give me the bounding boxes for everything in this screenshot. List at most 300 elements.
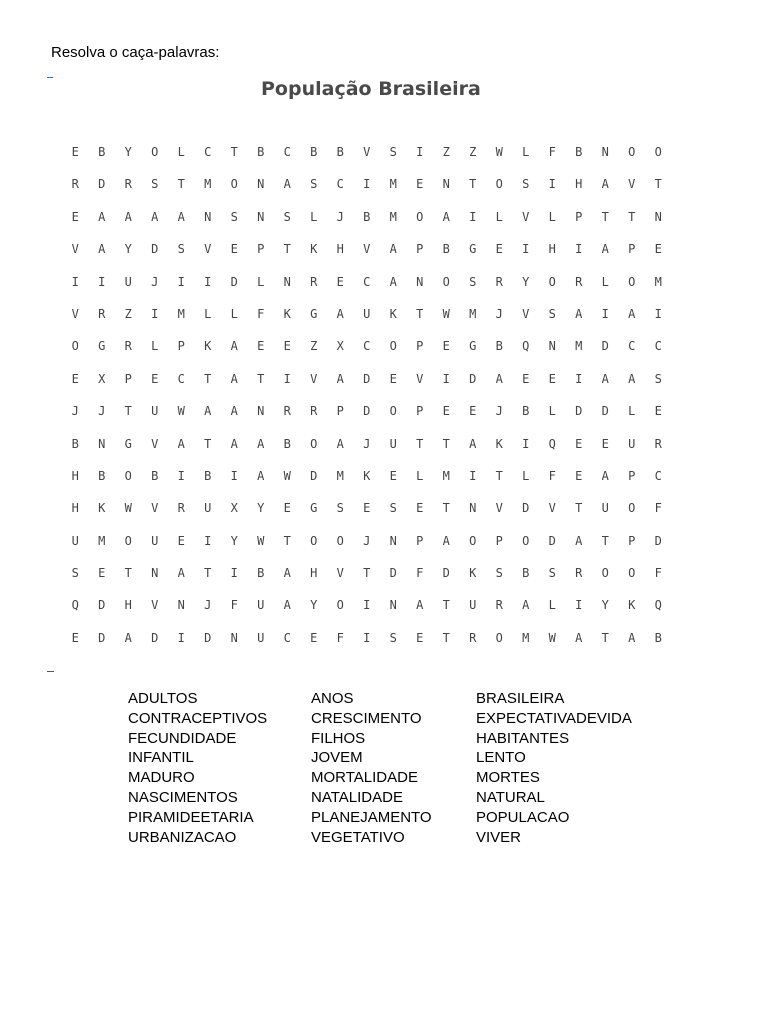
- grid-letter: R: [71, 177, 79, 192]
- grid-letter: O: [654, 145, 662, 159]
- grid-letter: E: [98, 566, 106, 581]
- grid-letter: M: [654, 274, 662, 289]
- grid-letter: Y: [257, 501, 265, 516]
- grid-letter: U: [204, 501, 212, 516]
- grid-letter: T: [363, 566, 371, 581]
- grid-letter: P: [575, 209, 583, 224]
- grid-letter: S: [151, 177, 159, 192]
- grid-letter: A: [601, 371, 609, 386]
- grid-letter: F: [336, 630, 344, 645]
- grid-letter: T: [601, 209, 609, 224]
- grid-letter: E: [654, 404, 662, 419]
- grid-letter: A: [177, 436, 185, 451]
- grid-letter: S: [469, 274, 477, 289]
- grid-letter: L: [204, 306, 212, 321]
- grid-letter: V: [522, 209, 530, 224]
- grid-letter: G: [310, 306, 318, 321]
- grid-letter: Y: [601, 598, 609, 613]
- grid-letter: B: [204, 468, 212, 483]
- grid-letter: V: [151, 501, 159, 516]
- grid-letter: N: [442, 177, 450, 192]
- grid-letter: E: [71, 371, 79, 386]
- grid-letter: O: [522, 533, 530, 548]
- grid-letter: B: [363, 209, 371, 224]
- grid-letter: R: [495, 274, 503, 289]
- grid-letter: I: [575, 598, 583, 613]
- grid-letter: F: [230, 598, 238, 613]
- grid-letter: K: [628, 598, 636, 613]
- grid-letter: B: [310, 145, 318, 159]
- grid-letter: E: [416, 177, 424, 192]
- grid-letter: L: [628, 404, 636, 419]
- grid-letter: P: [416, 404, 424, 419]
- grid-letter: E: [575, 468, 583, 483]
- word-item: CONTRACEPTIVOS: [128, 709, 268, 727]
- grid-letter: T: [204, 371, 212, 386]
- grid-letter: V: [522, 306, 530, 321]
- grid-letter: C: [363, 274, 371, 289]
- grid-letter: U: [257, 630, 265, 645]
- grid-letter: A: [283, 598, 291, 613]
- grid-letter: A: [601, 242, 609, 257]
- word-item: LENTO: [476, 749, 526, 767]
- grid-letter: S: [389, 501, 397, 516]
- grid-letter: Y: [230, 533, 238, 548]
- grid-letter: T: [416, 306, 424, 321]
- grid-letter: L: [416, 468, 424, 483]
- grid-letter: D: [601, 339, 609, 354]
- grid-letter: U: [124, 274, 132, 289]
- grid-letter: A: [124, 630, 132, 645]
- grid-letter: O: [548, 274, 556, 289]
- word-item: NATALIDADE: [311, 788, 403, 806]
- grid-letter: R: [575, 274, 583, 289]
- hyperlink-mark: [47, 77, 53, 78]
- grid-letter: S: [71, 566, 79, 581]
- grid-letter: A: [230, 436, 238, 451]
- grid-letter: S: [522, 177, 530, 192]
- grid-letter: V: [363, 242, 371, 257]
- grid-letter: H: [310, 566, 318, 581]
- grid-letter: Q: [654, 598, 662, 613]
- grid-letter: M: [98, 533, 106, 548]
- grid-letter: R: [495, 598, 503, 613]
- grid-letter: O: [124, 468, 132, 483]
- grid-letter: S: [177, 242, 185, 257]
- word-item: HABITANTES: [476, 729, 570, 747]
- grid-letter: T: [654, 177, 662, 192]
- grid-letter: E: [283, 501, 291, 516]
- grid-letter: A: [575, 533, 583, 548]
- grid-letter: T: [442, 598, 450, 613]
- grid-letter: C: [177, 371, 185, 386]
- grid-letter: O: [416, 209, 424, 224]
- grid-letter: T: [204, 566, 212, 581]
- grid-letter: D: [98, 177, 106, 192]
- grid-letter: M: [389, 177, 397, 192]
- grid-letter: M: [177, 306, 185, 321]
- grid-letter: R: [283, 404, 291, 419]
- grid-letter: N: [416, 274, 424, 289]
- grid-letter: I: [363, 630, 371, 645]
- grid-letter: N: [257, 177, 265, 192]
- word-item: PIRAMIDEETARIA: [128, 808, 254, 826]
- grid-letter: O: [310, 533, 318, 548]
- grid-letter: R: [469, 630, 477, 645]
- grid-letter: T: [204, 436, 212, 451]
- grid-letter: I: [469, 209, 477, 224]
- grid-letter: X: [98, 371, 106, 386]
- grid-letter: N: [601, 145, 609, 159]
- grid-letter: U: [469, 598, 477, 613]
- grid-letter: E: [71, 630, 79, 645]
- grid-letter: L: [495, 209, 503, 224]
- grid-letter: F: [654, 566, 662, 581]
- grid-letter: W: [442, 306, 450, 321]
- grid-letter: S: [310, 177, 318, 192]
- word-item: ADULTOS: [128, 690, 198, 707]
- grid-letter: M: [336, 468, 344, 483]
- grid-letter: T: [495, 468, 503, 483]
- grid-letter: J: [495, 306, 503, 321]
- word-item: CRESCIMENTO: [311, 709, 422, 727]
- grid-letter: H: [71, 501, 79, 516]
- grid-letter: M: [204, 177, 212, 192]
- word-item: URBANIZACAO: [128, 828, 237, 846]
- word-item: VIVER: [476, 828, 522, 846]
- grid-letter: N: [389, 533, 397, 548]
- grid-letter: A: [601, 468, 609, 483]
- grid-letter: V: [363, 145, 371, 159]
- grid-letter: D: [575, 404, 583, 419]
- grid-letter: J: [98, 404, 106, 419]
- grid-letter: J: [363, 533, 371, 548]
- grid-letter: A: [336, 306, 344, 321]
- grid-letter: P: [336, 404, 344, 419]
- grid-letter: O: [601, 566, 609, 581]
- grid-letter: L: [230, 306, 238, 321]
- grid-letter: I: [283, 371, 291, 386]
- grid-letter: O: [628, 274, 636, 289]
- grid-letter: D: [151, 630, 159, 645]
- grid-letter: X: [230, 501, 238, 516]
- word-item: FECUNDIDADE: [128, 729, 237, 747]
- grid-letter: O: [628, 566, 636, 581]
- grid-letter: N: [257, 209, 265, 224]
- grid-letter: L: [601, 274, 609, 289]
- grid-letter: K: [389, 306, 397, 321]
- grid-letter: P: [628, 468, 636, 483]
- grid-letter: B: [522, 566, 530, 581]
- grid-letter: A: [442, 533, 450, 548]
- grid-letter: A: [98, 209, 106, 224]
- grid-letter: O: [124, 533, 132, 548]
- grid-letter: I: [416, 145, 424, 159]
- grid-letter: F: [654, 501, 662, 516]
- grid-letter: N: [177, 598, 185, 613]
- grid-letter: K: [469, 566, 477, 581]
- grid-letter: A: [336, 436, 344, 451]
- grid-letter: V: [628, 177, 636, 192]
- grid-letter: B: [257, 145, 265, 159]
- grid-letter: G: [469, 339, 477, 354]
- grid-letter: P: [628, 533, 636, 548]
- grid-letter: T: [416, 436, 424, 451]
- grid-letter: C: [363, 339, 371, 354]
- grid-letter: E: [389, 371, 397, 386]
- grid-letter: O: [469, 533, 477, 548]
- word-item: MADURO: [128, 769, 195, 787]
- grid-letter: W: [548, 630, 556, 645]
- grid-letter: H: [336, 242, 344, 257]
- grid-letter: R: [124, 339, 132, 354]
- grid-letter: D: [204, 630, 212, 645]
- grid-letter: H: [548, 242, 556, 257]
- grid-letter: L: [151, 339, 159, 354]
- grid-letter: O: [230, 177, 238, 192]
- grid-letter: I: [151, 306, 159, 321]
- grid-letter: C: [283, 145, 291, 159]
- grid-letter: P: [416, 339, 424, 354]
- grid-letter: X: [336, 339, 344, 354]
- grid-letter: P: [416, 242, 424, 257]
- grid-letter: V: [71, 306, 79, 321]
- grid-letter: D: [389, 566, 397, 581]
- grid-letter: C: [283, 630, 291, 645]
- grid-letter: E: [283, 339, 291, 354]
- grid-letter: Q: [548, 436, 556, 451]
- grid-letter: B: [98, 145, 106, 159]
- grid-letter: B: [442, 242, 450, 257]
- grid-letter: D: [151, 242, 159, 257]
- grid-letter: E: [230, 242, 238, 257]
- grid-letter: T: [442, 630, 450, 645]
- grid-letter: N: [98, 436, 106, 451]
- grid-letter: E: [71, 145, 79, 159]
- grid-letter: R: [177, 501, 185, 516]
- grid-letter: K: [283, 306, 291, 321]
- grid-letter: I: [522, 436, 530, 451]
- grid-letter: C: [628, 339, 636, 354]
- grid-letter: A: [628, 371, 636, 386]
- grid-letter: I: [177, 468, 185, 483]
- grid-letter: R: [98, 306, 106, 321]
- grid-letter: L: [548, 598, 556, 613]
- grid-letter: S: [495, 566, 503, 581]
- grid-letter: T: [124, 566, 132, 581]
- word-item: MORTALIDADE: [311, 769, 418, 787]
- grid-letter: K: [495, 436, 503, 451]
- grid-letter: S: [548, 566, 556, 581]
- grid-letter: D: [310, 468, 318, 483]
- grid-letter: G: [310, 501, 318, 516]
- grid-letter: R: [124, 177, 132, 192]
- grid-letter: V: [151, 436, 159, 451]
- grid-letter: D: [363, 371, 371, 386]
- grid-letter: I: [442, 371, 450, 386]
- grid-letter: L: [548, 404, 556, 419]
- grid-letter: L: [522, 468, 530, 483]
- grid-letter: D: [98, 598, 106, 613]
- grid-letter: G: [98, 339, 106, 354]
- grid-letter: O: [495, 177, 503, 192]
- grid-letter: R: [575, 566, 583, 581]
- grid-letter: A: [124, 209, 132, 224]
- grid-letter: T: [628, 209, 636, 224]
- grid-letter: G: [124, 436, 132, 451]
- grid-letter: U: [363, 306, 371, 321]
- grid-letter: P: [124, 371, 132, 386]
- grid-letter: O: [336, 533, 344, 548]
- grid-letter: B: [151, 468, 159, 483]
- grid-letter: N: [230, 630, 238, 645]
- grid-letter: T: [601, 630, 609, 645]
- grid-letter: T: [283, 242, 291, 257]
- grid-letter: K: [204, 339, 212, 354]
- grid-letter: I: [177, 630, 185, 645]
- word-item: NASCIMENTOS: [128, 788, 238, 806]
- grid-letter: U: [257, 598, 265, 613]
- grid-letter: N: [389, 598, 397, 613]
- grid-letter: U: [601, 501, 609, 516]
- grid-letter: D: [98, 630, 106, 645]
- grid-letter: S: [548, 306, 556, 321]
- grid-letter: P: [416, 533, 424, 548]
- grid-letter: B: [575, 145, 583, 159]
- grid-letter: Z: [469, 145, 477, 159]
- grid-letter: A: [575, 630, 583, 645]
- grid-letter: C: [654, 339, 662, 354]
- grid-letter: W: [495, 145, 503, 159]
- grid-letter: K: [363, 468, 371, 483]
- grid-letter: I: [230, 566, 238, 581]
- grid-letter: S: [389, 145, 397, 159]
- grid-letter: A: [151, 209, 159, 224]
- grid-letter: T: [283, 533, 291, 548]
- grid-letter: P: [628, 242, 636, 257]
- grid-letter: N: [257, 404, 265, 419]
- grid-letter: J: [71, 404, 79, 419]
- grid-letter: A: [98, 242, 106, 257]
- grid-letter: M: [575, 339, 583, 354]
- grid-letter: Z: [124, 306, 132, 321]
- grid-letter: N: [469, 501, 477, 516]
- grid-letter: B: [495, 339, 503, 354]
- grid-letter: S: [336, 501, 344, 516]
- grid-letter: Z: [442, 145, 450, 159]
- grid-letter: E: [151, 371, 159, 386]
- grid-letter: E: [177, 533, 185, 548]
- grid-letter: S: [230, 209, 238, 224]
- word-item: PLANEJAMENTO: [311, 808, 432, 826]
- grid-letter: D: [522, 501, 530, 516]
- grid-letter: I: [548, 177, 556, 192]
- grid-letter: O: [389, 339, 397, 354]
- word-item: EXPECTATIVADEVIDA: [476, 709, 632, 727]
- grid-letter: K: [98, 501, 106, 516]
- word-item: JOVEM: [311, 749, 363, 767]
- grid-letter: I: [469, 468, 477, 483]
- grid-letter: Y: [522, 274, 530, 289]
- grid-letter: L: [177, 145, 185, 159]
- instruction-text: Resolva o caça-palavras:: [51, 44, 220, 61]
- grid-letter: A: [442, 209, 450, 224]
- grid-letter: I: [654, 306, 662, 321]
- word-item: MORTES: [476, 769, 540, 787]
- grid-letter: V: [204, 242, 212, 257]
- grid-letter: A: [230, 339, 238, 354]
- grid-letter: O: [336, 598, 344, 613]
- grid-letter: J: [151, 274, 159, 289]
- grid-letter: L: [310, 209, 318, 224]
- grid-letter: A: [177, 566, 185, 581]
- grid-letter: I: [71, 274, 79, 289]
- grid-letter: E: [336, 274, 344, 289]
- grid-letter: O: [151, 145, 159, 159]
- word-item: BRASILEIRA: [476, 690, 565, 707]
- grid-letter: V: [548, 501, 556, 516]
- grid-letter: U: [71, 533, 79, 548]
- grid-letter: U: [389, 436, 397, 451]
- grid-letter: T: [442, 501, 450, 516]
- grid-letter: U: [628, 436, 636, 451]
- grid-letter: F: [548, 145, 556, 159]
- grid-letter: A: [389, 242, 397, 257]
- grid-letter: J: [336, 209, 344, 224]
- grid-letter: R: [310, 404, 318, 419]
- grid-letter: A: [522, 598, 530, 613]
- grid-letter: N: [548, 339, 556, 354]
- grid-letter: T: [177, 177, 185, 192]
- grid-letter: E: [442, 404, 450, 419]
- grid-letter: Y: [124, 145, 132, 159]
- grid-letter: A: [257, 436, 265, 451]
- grid-letter: T: [124, 404, 132, 419]
- grid-letter: A: [495, 371, 503, 386]
- grid-letter: M: [389, 209, 397, 224]
- grid-letter: A: [601, 177, 609, 192]
- grid-letter: O: [71, 339, 79, 354]
- grid-letter: T: [575, 501, 583, 516]
- grid-letter: I: [575, 242, 583, 257]
- grid-letter: D: [363, 404, 371, 419]
- grid-letter: R: [310, 274, 318, 289]
- word-item: INFANTIL: [128, 749, 194, 767]
- word-item: VEGETATIVO: [311, 828, 405, 846]
- grid-letter: T: [442, 436, 450, 451]
- grid-letter: B: [257, 566, 265, 581]
- grid-letter: O: [389, 404, 397, 419]
- grid-letter: E: [363, 501, 371, 516]
- grid-letter: A: [230, 371, 238, 386]
- grid-letter: C: [654, 468, 662, 483]
- grid-letter: V: [151, 598, 159, 613]
- grid-letter: B: [71, 436, 79, 451]
- grid-letter: J: [204, 598, 212, 613]
- grid-letter: D: [654, 533, 662, 548]
- grid-letter: L: [522, 145, 530, 159]
- grid-letter: N: [654, 209, 662, 224]
- grid-letter: V: [71, 242, 79, 257]
- grid-letter: L: [548, 209, 556, 224]
- grid-letter: A: [416, 598, 424, 613]
- grid-letter: D: [230, 274, 238, 289]
- grid-letter: C: [336, 177, 344, 192]
- grid-letter: M: [442, 468, 450, 483]
- grid-letter: M: [522, 630, 530, 645]
- grid-letter: I: [363, 177, 371, 192]
- grid-letter: T: [601, 533, 609, 548]
